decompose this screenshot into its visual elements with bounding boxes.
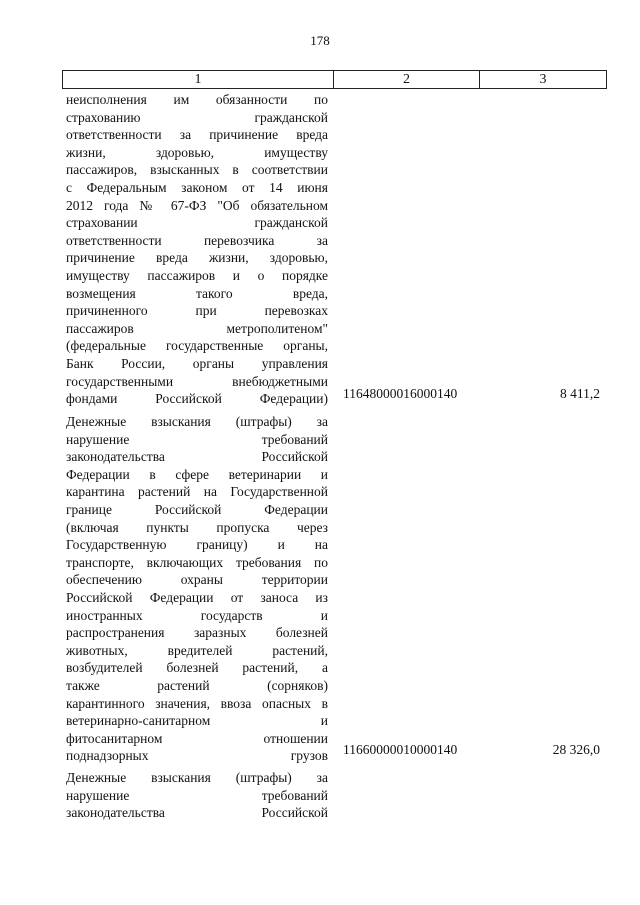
description-line: фитосанитарном отношении: [66, 730, 328, 746]
description-line: ответственности перевозчика за: [66, 232, 328, 248]
description-line: возбудителей болезней растений, а: [66, 660, 328, 676]
description-line: Банк России, органы управления: [66, 355, 328, 371]
description-line: границе Российской Федерации: [66, 501, 328, 517]
description-line: возмещения такого вреда,: [66, 285, 328, 301]
description-line: пассажиров, взысканных в соответствии: [66, 162, 328, 178]
row-amount: 8 411,2: [560, 386, 600, 401]
table-header: [62, 70, 607, 89]
row-description: [66, 413, 328, 765]
description-line: поднадзорных грузов: [66, 748, 328, 764]
page-number: 178: [310, 33, 330, 48]
description-line: страхованию гражданской: [66, 109, 328, 125]
row-description: [66, 769, 328, 822]
description-line: животных, вредителей растений,: [66, 642, 328, 658]
description-line: фондами Российской Федерации): [66, 391, 328, 407]
description-line: карантина растений на Государственной: [66, 484, 328, 500]
description-line: транспорте, включающих требования по: [66, 554, 328, 570]
row-description: [66, 91, 328, 408]
description-line: карантинного значения, ввоза опасных в: [66, 695, 328, 711]
description-line: (включая пункты пропуска через: [66, 519, 328, 535]
row-code: 11648000016000140: [343, 386, 458, 401]
description-line: законодательства Российской: [66, 449, 328, 465]
description-line: неисполнения им обязанности по: [66, 92, 328, 107]
description-line: обеспечению охраны территории: [66, 572, 328, 588]
description-line: ветеринарно-санитарном и: [66, 713, 328, 729]
header-col-1: 1: [63, 71, 334, 88]
description-line: иностранных государств и: [66, 607, 328, 623]
description-line: причиненного при перевозках: [66, 303, 328, 319]
description-line: государственными внебюджетными: [66, 373, 328, 389]
description-line: с Федеральным законом от 14 июня: [66, 179, 328, 195]
description-line: нарушение требований: [66, 787, 328, 803]
description-line: 2012 года № 67-ФЗ "Об обязательном: [66, 197, 328, 213]
table-row: [66, 769, 328, 822]
description-line: Денежные взыскания (штрафы) за: [66, 770, 328, 785]
description-line: нарушение требований: [66, 431, 328, 447]
description-line: (федеральные государственные органы,: [66, 338, 328, 354]
description-line: законодательства Российской: [66, 805, 328, 821]
description-line: причинение вреда жизни, здоровью,: [66, 250, 328, 266]
description-line: Федерации в сфере ветеринарии и: [66, 466, 328, 482]
description-line: жизни, здоровью, имуществу: [66, 144, 328, 160]
description-line: Денежные взыскания (штрафы) за: [66, 414, 328, 429]
description-line: распространения заразных болезней: [66, 625, 328, 641]
table-row: [66, 91, 328, 408]
description-line: страховании гражданской: [66, 215, 328, 231]
description-line: Российской Федерации от заноса из: [66, 589, 328, 605]
description-line: имуществу пассажиров и о порядке: [66, 267, 328, 283]
description-line: пассажиров метрополитеном": [66, 320, 328, 336]
description-line: Государственную границу) и на: [66, 537, 328, 553]
description-line: также растений (сорняков): [66, 677, 328, 693]
header-col-2: 2: [334, 71, 480, 88]
row-amount: 28 326,0: [552, 742, 600, 757]
table-row: [66, 413, 328, 765]
description-line: ответственности за причинение вреда: [66, 127, 328, 143]
row-code: 11660000010000140: [343, 742, 458, 757]
header-col-3: 3: [539, 71, 547, 87]
